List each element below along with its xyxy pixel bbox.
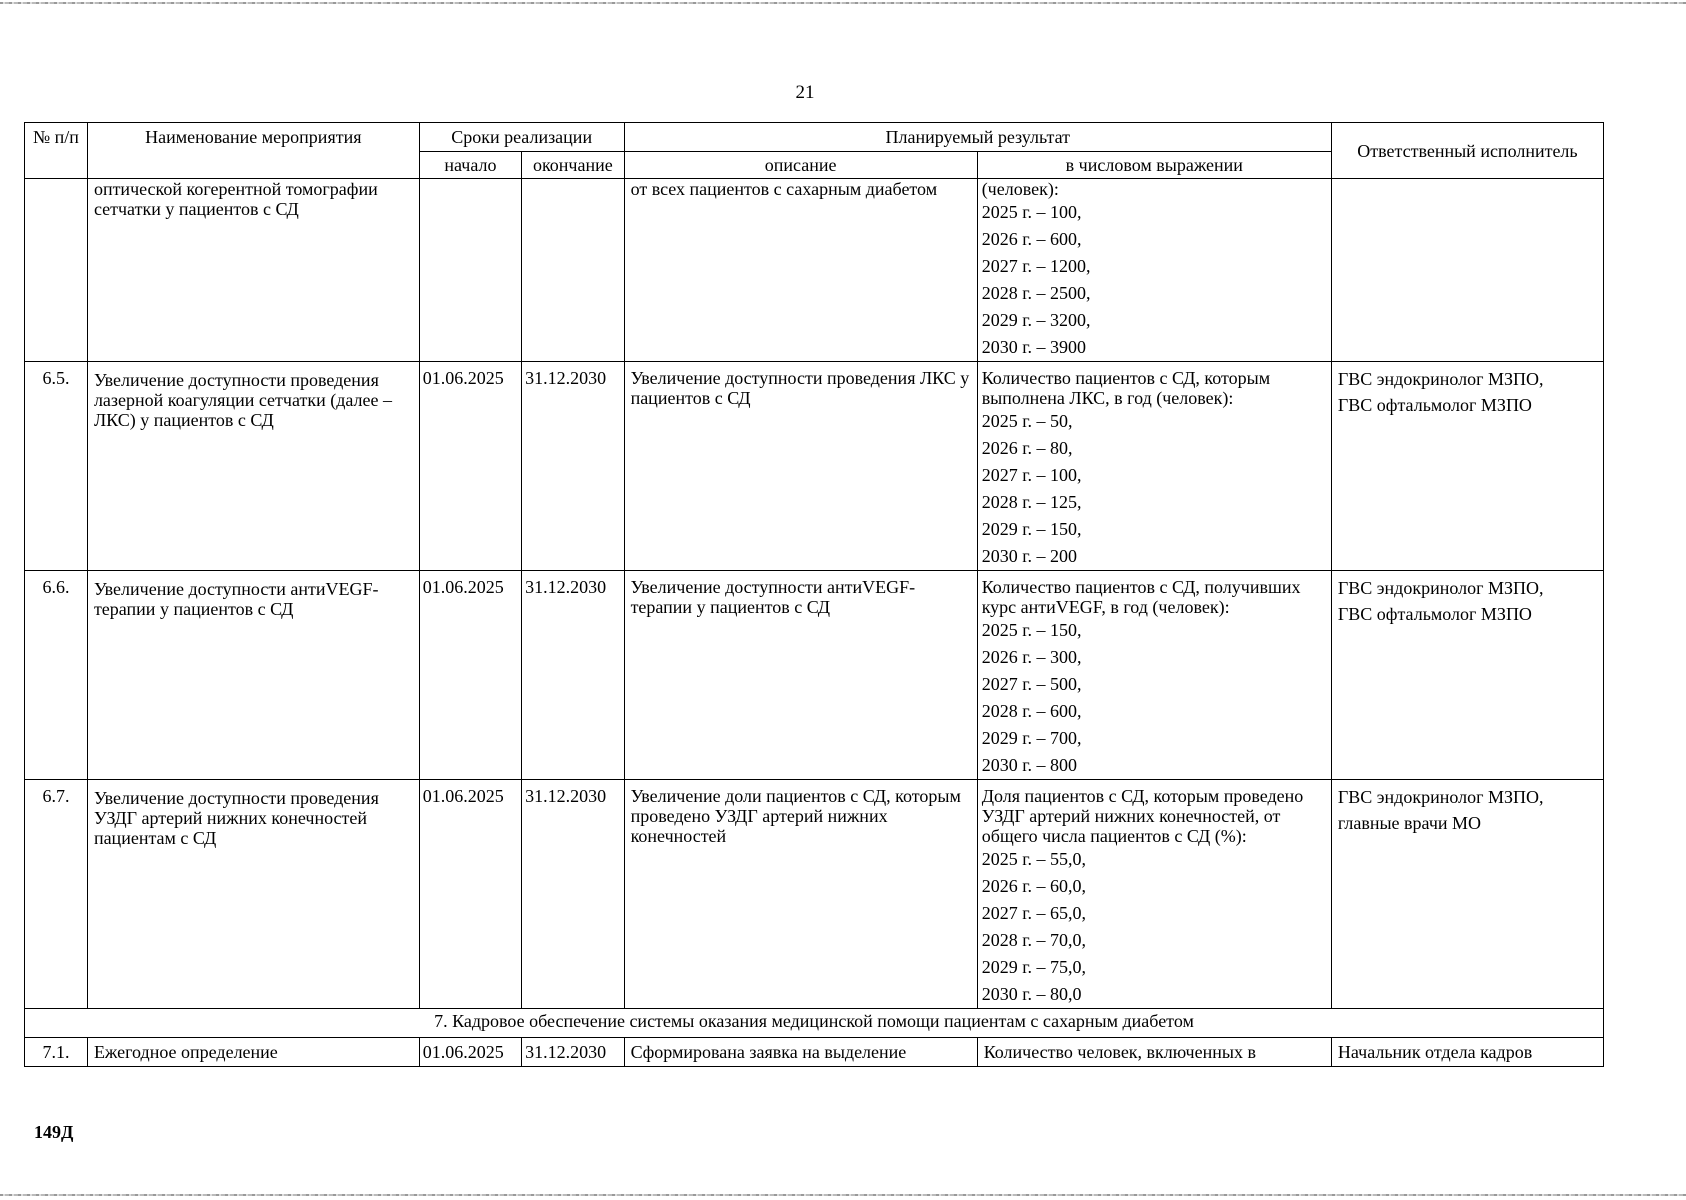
table-row [25, 571, 1604, 780]
row-end: 31.12.2030 [522, 362, 624, 571]
value-line: 2026 г. – 300, [981, 647, 1082, 667]
responsible-line: ГВС эндокринолог МЗПО, [1337, 369, 1544, 389]
value-line: 2030 г. – 3900 [981, 337, 1087, 357]
table-row [25, 1038, 1604, 1067]
scan-edge-top [0, 2, 1686, 4]
header-result: Планируемый результат [624, 123, 1331, 152]
row-num: 6.5. [25, 362, 88, 571]
value-line: 2028 г. – 70,0, [981, 930, 1087, 950]
row-num: 6.7. [25, 780, 88, 1009]
row-end: 31.12.2030 [522, 1038, 624, 1067]
value-line: 2026 г. – 600, [981, 229, 1082, 249]
row-responsible [1331, 571, 1603, 780]
row-values [977, 179, 1331, 362]
value-line: 2025 г. – 50, [981, 411, 1073, 431]
value-line: 2030 г. – 800 [981, 755, 1078, 775]
value-line: 2027 г. – 100, [981, 465, 1082, 485]
value-line: 2028 г. – 2500, [981, 283, 1091, 303]
row-end: 31.12.2030 [522, 780, 624, 1009]
responsible-line: ГВС эндокринолог МЗПО, [1337, 787, 1544, 807]
row-desc: Сформирована заявка на выделение [624, 1038, 977, 1067]
header-result-desc: описание [624, 152, 977, 179]
row-values [977, 780, 1331, 1009]
row-responsible: Начальник отдела кадров [1331, 1038, 1603, 1067]
row-name: Увеличение доступности антиVEGF-терапии у пациентов с СД [87, 571, 419, 780]
header-row-1 [25, 123, 1604, 152]
row-start [419, 179, 521, 362]
value-line: 2025 г. – 55,0, [981, 849, 1087, 869]
section-row [25, 1009, 1604, 1038]
header-name: Наименование мероприятия [87, 123, 419, 179]
value-line: 2030 г. – 80,0 [981, 984, 1082, 1004]
header-num: № п/п [25, 123, 88, 179]
value-line: 2025 г. – 100, [981, 202, 1082, 222]
row-num: 7.1. [25, 1038, 88, 1067]
row-name: Увеличение доступности проведения лазерной коагуляции сетчатки (далее – ЛКС) у пациентов с СД [87, 362, 419, 571]
value-intro: Количество пациентов с СД, которым выполнена ЛКС, в год (человек): [981, 368, 1271, 408]
responsible-line: ГВС офтальмолог МЗПО [1337, 395, 1532, 415]
row-start: 01.06.2025 [419, 1038, 521, 1067]
page-number: 21 [795, 82, 815, 103]
row-name: Увеличение доступности проведения УЗДГ артерий нижних конечностей пациентам с СД [87, 780, 419, 1009]
table-row [25, 780, 1604, 1009]
row-responsible [1331, 362, 1603, 571]
header-responsible: Ответственный исполнитель [1331, 123, 1603, 179]
row-values [977, 571, 1331, 780]
row-values [977, 362, 1331, 571]
row-responsible [1331, 780, 1603, 1009]
row-name: Ежегодное определение [87, 1038, 419, 1067]
value-line: 2028 г. – 600, [981, 701, 1082, 721]
value-line: 2029 г. – 3200, [981, 310, 1091, 330]
header-period: Сроки реализации [419, 123, 624, 152]
responsible-line: главные врачи МО [1337, 813, 1482, 833]
row-num: 6.6. [25, 571, 88, 780]
measures-table [24, 122, 1604, 1067]
row-start: 01.06.2025 [419, 362, 521, 571]
table-row [25, 179, 1604, 362]
value-line: 2027 г. – 1200, [981, 256, 1091, 276]
scan-edge-bottom [0, 1194, 1686, 1196]
row-desc: от всех пациентов с сахарным диабетом [624, 179, 977, 362]
value-intro: (человек): [981, 179, 1059, 199]
value-intro: Количество пациентов с СД, получивших курс антиVEGF, в год (человек): [981, 577, 1301, 617]
value-line: 2029 г. – 700, [981, 728, 1082, 748]
row-values: Количество человек, включенных в [977, 1038, 1331, 1067]
row-num [25, 179, 88, 362]
value-line: 2027 г. – 500, [981, 674, 1082, 694]
row-desc: Увеличение доли пациентов с СД, которым проведено УЗДГ артерий нижних конечностей [624, 780, 977, 1009]
value-line: 2025 г. – 150, [981, 620, 1082, 640]
row-desc: Увеличение доступности антиVEGF-терапии у пациентов с СД [624, 571, 977, 780]
responsible-line: ГВС эндокринолог МЗПО, [1337, 578, 1544, 598]
value-line: 2027 г. – 65,0, [981, 903, 1087, 923]
section-title: 7. Кадровое обеспечение системы оказания медицинской помощи пациентам с сахарным диабетом [25, 1009, 1604, 1038]
row-start: 01.06.2025 [419, 571, 521, 780]
table-row [25, 362, 1604, 571]
value-line: 2028 г. – 125, [981, 492, 1082, 512]
footer-code: 149Д [34, 1122, 74, 1142]
row-name: оптической когерентной томографии сетчатки у пациентов с СД [87, 179, 419, 362]
row-responsible [1331, 179, 1603, 362]
value-intro: Доля пациентов с СД, которым проведено УЗДГ артерий нижних конечностей, от общего числа пациентов с СД (%): [981, 786, 1304, 846]
row-end [522, 179, 624, 362]
header-result-value: в числовом выражении [977, 152, 1331, 179]
responsible-line: ГВС офтальмолог МЗПО [1337, 604, 1532, 624]
header-start: начало [419, 152, 521, 179]
row-desc: Увеличение доступности проведения ЛКС у пациентов с СД [624, 362, 977, 571]
value-line: 2026 г. – 60,0, [981, 876, 1087, 896]
value-line: 2029 г. – 150, [981, 519, 1082, 539]
value-line: 2030 г. – 200 [981, 546, 1078, 566]
value-line: 2026 г. – 80, [981, 438, 1073, 458]
value-line: 2029 г. – 75,0, [981, 957, 1087, 977]
row-start: 01.06.2025 [419, 780, 521, 1009]
row-end: 31.12.2030 [522, 571, 624, 780]
header-end: окончание [522, 152, 624, 179]
